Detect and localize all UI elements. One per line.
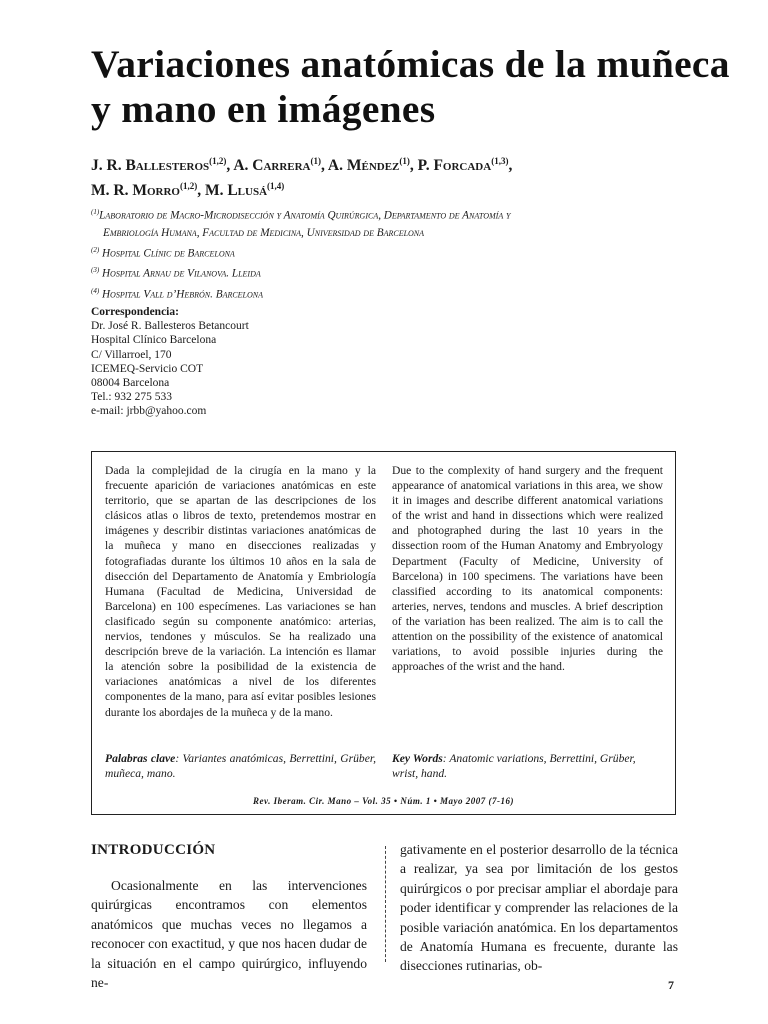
author: A. Méndez$^{(1)}$	[327, 156, 410, 175]
journal-citation: Rev. Iberam. Cir. Mano – Vol. 35 • Núm. 1 • Mayo 2007 (7-16)	[253, 796, 514, 806]
correspondence-heading: Correspondencia:	[91, 306, 179, 318]
page-number: 7	[668, 978, 674, 992]
body-text-left: Ocasionalmente en las intervenciones quirúrgicas encontramos con elementos anatómicos que muchas veces no llegamos a reconocer con exactitud, y que nos hacen dudar de la situación en el campo quirúrgico, influyendo ne-	[91, 878, 367, 991]
body-text-right: gativamente en el posterior desarrollo de la técnica a realizar, ya sea por limitación de los gestos quirúrgicos o por precisar ampliar el abordaje para poder identificar y comprender las relaciones de la posible variación anatómica. En los departamentos de Anatomía Humana es frecuente, durante las disecciones rutinarias, ob-	[400, 842, 678, 974]
affiliation: $^{(2)}$ Hospital Clínic de Barcelona	[91, 245, 235, 260]
keywords-spanish: Palabras clave: Variantes anatómicas, Berrettini, Grüber, muñeca, mano.	[105, 752, 376, 781]
correspondence-line: Dr. José R. Ballesteros Betancourt	[91, 320, 249, 333]
column-divider	[385, 846, 386, 962]
correspondence-email: e-mail: jrbb@yahoo.com	[91, 405, 207, 418]
abstract-spanish: Dada la complejidad de la cirugía en la mano y la frecuente aparición de variaciones anatómicas en este territorio, que se apartan de las descripciones de los clásicos atlas o libros de texto, pretendemos mostrar en imágenes y describir distintas variaciones anatómicas de la muñeca y mano en disecciones realizadas y fotografiadas durante los últimos 10 años en la sala de disección del Departamento de Anatomía y Embriología Humana (Facultad de Medicina, Universidad de Barcelona) en 100 especímenes. Las variaciones se han clasificado según su componente anatómico: arterias, nervios, tendones y músculos. Se ha realizado una descripción breve de la variación. La intención es llamar la atención sobre la posibilidad de la existencia de variaciones anatómicas a nivel de los diferentes componentes de la mano, para así evitar posibles lesiones durante los abordajes de la muñeca y de la mano.	[105, 464, 376, 719]
author: P. Forcada$^{(1,3)}$	[417, 156, 509, 175]
correspondence-line: C/ Villarroel, 170	[91, 348, 172, 361]
author: M. R. Morro$^{(1,2)}$	[91, 181, 198, 200]
author: J. R. Ballesteros$^{(1,2)}$	[91, 156, 227, 175]
affiliation-continued: Embriología Humana, Facultad de Medicina, Universidad de Barcelona	[103, 226, 425, 239]
section-heading: INTRODUCCIÓN	[91, 842, 216, 858]
correspondence-line: 08004 Barcelona	[91, 377, 170, 390]
keywords-english: Key Words: Anatomic variations, Berrettini, Grüber, wrist, hand.	[392, 752, 636, 781]
affiliation: $^{(3)}$ Hospital Arnau de Vilanova. Lleida	[91, 266, 261, 281]
author: A. Carrera$^{(1)}$	[233, 156, 322, 175]
affiliation: $^{(4)}$ Hospital Vall d’Hebrón. Barcelona	[91, 287, 264, 301]
article-title: Variaciones anatómicas de la muñeca y mano en imágenes	[91, 42, 730, 131]
correspondence-line: Tel.: 932 275 533	[91, 391, 172, 404]
correspondence-line: Hospital Clínico Barcelona	[91, 334, 217, 347]
affiliations	[91, 204, 691, 304]
author-list: J. R. Ballesteros$^{(1,2)}$, A. Carrera$^{(1)}$, A. Méndez$^{(1)}$, P. Forcada$^{(1,3)}$, M. R. Morro$^{(1,2)}$, M. Llusá$^{(1,4)}$	[91, 156, 513, 200]
correspondence-line: ICEMEQ-Servicio COT	[91, 362, 204, 375]
affiliation: $^{(1)}$Laboratorio de Macro-Microdisección y Anatomía Quirúrgica, Departamento de Anatomía y	[91, 208, 511, 222]
correspondence	[91, 305, 491, 419]
abstract-english: Due to the complexity of hand surgery and the frequent appearance of anatomical variations in this area, we show it in images and describe different anatomical variations of the wrist and hand in dissections which were realized and photographed during the last 10 years in the dissection room of the Human Anatomy and Embryology Department (Faculty of Medicine, University of Barcelona) in 100 specimens. The variations have been classified according to its anatomical components: arteries, nerves, tendons and muscles. A brief description of the variation has been realized. The aim is to call the attention on the possibility of the existence of anatomical variations, to avoid possible injuries during the approaches of the wrist and the hand.	[392, 464, 663, 674]
author: M. Llusá$^{(1,4)}$	[204, 181, 285, 200]
abstract-box	[91, 451, 676, 815]
